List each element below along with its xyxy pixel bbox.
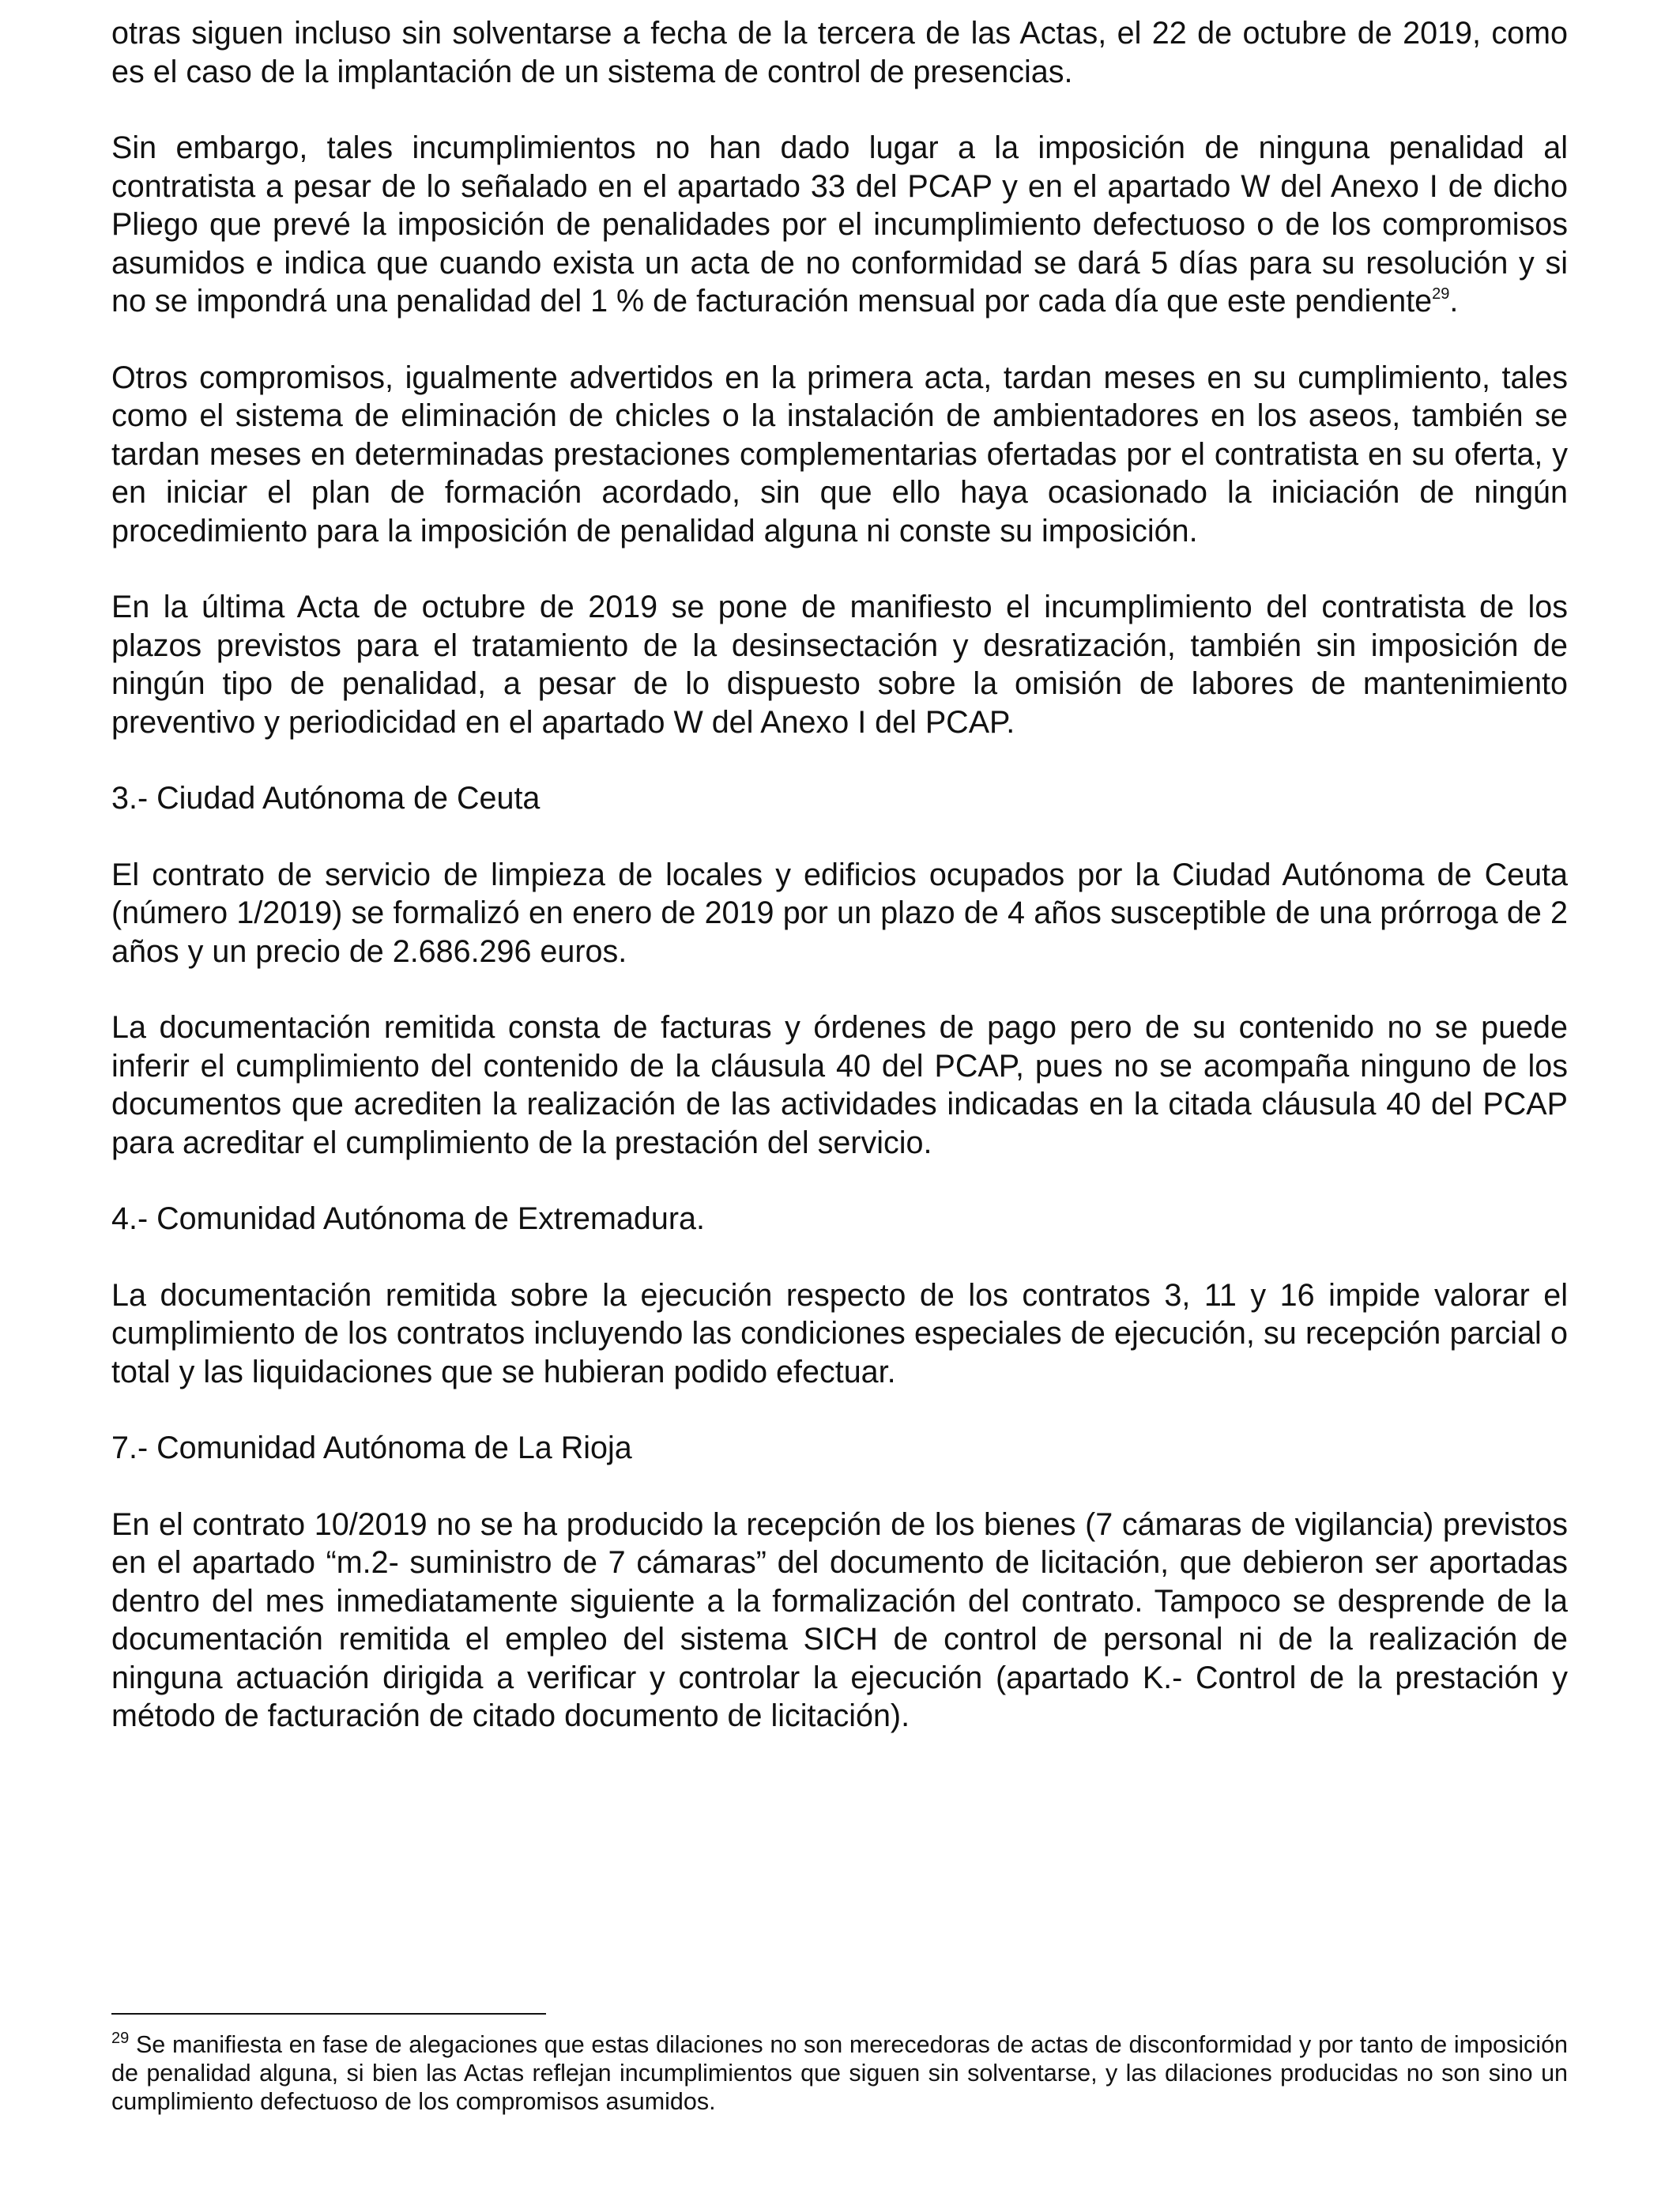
paragraph-penalidades-text: Sin embargo, tales incumplimientos no han dado lugar a la imposición de ninguna penalidad al contratista a pesar de lo señalado en el apartado 33 del PCAP y en el apartado W del Anexo I de dicho Pliego que prevé la imposición de penalidades por el incumplimiento defectuoso o de los compromisos asumidos e indica que cuando exista un acta de no conformidad se dará 5 días para su resolución y si no se impondrá una penalidad del 1 % de facturación mensual por cada día que este pendiente: [111, 130, 1568, 319]
paragraph-contrato-la-rioja: En el contrato 10/2019 no se ha producido la recepción de los bienes (7 cámaras de vigilancia) previstos en el apartado “m.2- suministro de 7 cámaras” del documento de licitación, que debieron ser aportadas dentro del mes inmediatamente siguiente a la formalización del contrato. Tampoco se desprende de la documentación remitida el empleo del sistema SICH de control de personal ni de la realización de ninguna actuación dirigida a verificar y controlar la ejecución (apartado K.- Control de la prestación y método de facturación de citado documento de licitación).: [111, 1506, 1568, 1733]
paragraph-documentacion-ceuta: La documentación remitida consta de facturas y órdenes de pago pero de su contenido no se puede inferir el cumplimiento del contenido de la cláusula 40 del PCAP, pues no se acompaña ninguno de los documentos que acrediten la realización de las actividades indicadas en la citada cláusula 40 del PCAP para acreditar el cumplimiento de la prestación del servicio.: [111, 1010, 1568, 1160]
footnote-number: 29: [111, 2030, 130, 2047]
footnote-reference-29[interactable]: 29: [1432, 285, 1450, 303]
paragraph-otros-compromisos: Otros compromisos, igualmente advertidos en la primera acta, tardan meses en su cumplimiento, tales como el sistema de eliminación de chicles o la instalación de ambientadores en los aseos, también se tardan meses en determinadas prestaciones complementarias ofertadas por el contratista en su oferta, y en iniciar el plan de formación acordado, sin que ello haya ocasionado la iniciación de ningún procedimiento para la imposición de penalidad alguna ni conste su imposición.: [111, 360, 1568, 548]
paragraph-ultima-acta: En la última Acta de octubre de 2019 se pone de manifiesto el incumplimiento del contratista de los plazos previstos para el tratamiento de la desinsectación y desratización, también sin imposición de ningún tipo de penalidad, a pesar de lo dispuesto sobre la omisión de labores de mantenimiento preventivo y periodicidad en el apartado W del Anexo I del PCAP.: [111, 590, 1568, 740]
footnote-separator: [111, 2013, 546, 2015]
footnotes: [111, 2013, 1568, 2116]
footnote-29: [111, 2030, 1568, 2116]
section-heading-la-rioja: 7.- Comunidad Autónoma de La Rioja: [111, 1431, 632, 1465]
paragraph-presencias: otras siguen incluso sin solventarse a fecha de la tercera de las Actas, el 22 de octubre de 2019, como es el caso de la implantación de un sistema de control de presencias.: [111, 16, 1568, 89]
paragraph-penalidades: [111, 129, 1568, 321]
paragraph-contrato-ceuta: El contrato de servicio de limpieza de locales y edificios ocupados por la Ciudad Autónoma de Ceuta (número 1/2019) se formalizó en enero de 2019 por un plazo de 4 años susceptible de una prórroga de 2 años y un precio de 2.686.296 euros.: [111, 857, 1568, 969]
paragraph-penalidades-end: .: [1449, 284, 1459, 319]
section-heading-extremadura: 4.- Comunidad Autónoma de Extremadura.: [111, 1201, 705, 1236]
footnote-text: Se manifiesta en fase de alegaciones que estas dilaciones no son merecedoras de actas de disconformidad y por tanto de imposición de penalidad alguna, si bien las Actas reflejan incumplimientos que siguen sin solventarse, y las dilaciones producidas no son sino un cumplimiento defectuoso de los compromisos asumidos.: [111, 2031, 1568, 2115]
paragraph-documentacion-extremadura: La documentación remitida sobre la ejecución respecto de los contratos 3, 11 y 16 impide valorar el cumplimiento de los contratos incluyendo las condiciones especiales de ejecución, su recepción parcial o total y las liquidaciones que se hubieran podido efectuar.: [111, 1277, 1568, 1389]
document-body: [111, 14, 1568, 1774]
section-heading-ceuta: 3.- Ciudad Autónoma de Ceuta: [111, 781, 541, 816]
